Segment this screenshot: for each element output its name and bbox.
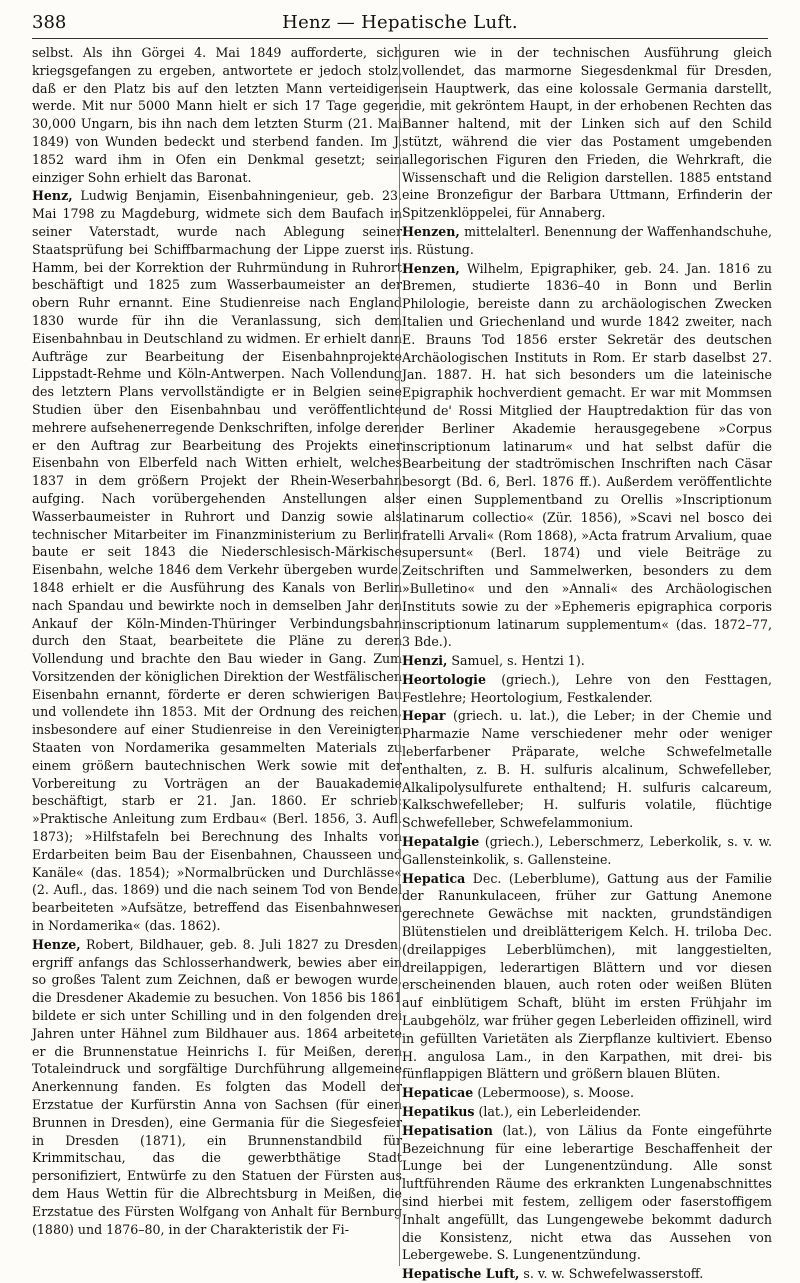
entry-headword: Henzen, bbox=[402, 260, 460, 276]
right-column bbox=[402, 44, 772, 1282]
entry-headword: Henzen, bbox=[402, 223, 460, 239]
entry-text: (lat.), ein Leberleidender. bbox=[474, 1104, 642, 1120]
dictionary-entry bbox=[32, 187, 402, 934]
entry-headword: Heortologie bbox=[402, 671, 486, 687]
dictionary-entry bbox=[402, 1122, 772, 1264]
entry-headword: Hepatikus bbox=[402, 1104, 475, 1120]
entry-text: (griech.), Lehre von den Festtagen, Festlehre; Heortologium, Festkalender. bbox=[402, 671, 772, 705]
entry-text: (griech. u. lat.), die Leber; in der Chemie und Pharmazie Name verschiedener mehr oder weniger leberfarbener Präparate, welche Schwefelmetalle enthalten, z. B. H. sulfuris alcalinum, Schwefelleber, Alkalipolysulfurete enthaltend; H. sulfuris calcareum, Kalkschwefelleber; H. sulfuris volatile, flüchtige Schwefelleber, Schwefelammonium. bbox=[402, 708, 772, 831]
entry-headword: Hepatische Luft, bbox=[402, 1266, 520, 1282]
entry-headword: Henz, bbox=[32, 188, 73, 204]
entry-text: guren wie in der technischen Ausführung gleich vollendet, das marmorne Siegesdenkmal für Dresden, sein Hauptwerk, das eine kolossale Germania darstellt, die, mit gekröntem Haupt, in der erhobenen Rechten das Banner haltend, mit der Linken sich auf den Schild stützt, während die vier das Postament umgebenden allegorischen Figuren den Frieden, die Wehrkraft, die Wissenschaft und die Religion darstellen. 1885 entstand eine Bronzefigur der Barbara Uttmann, Erfinderin der Spitzenklöppelei, für Annaberg. bbox=[402, 45, 772, 221]
dictionary-entry bbox=[32, 936, 402, 1239]
entry-headword: Henzi, bbox=[402, 653, 448, 669]
column-divider bbox=[399, 44, 400, 1266]
entry-headword: Henze, bbox=[32, 936, 81, 952]
entry-text: selbst. Als ihn Görgei 4. Mai 1849 aufforderte, sich kriegsgefangen zu ergeben, antwortete er jedoch stolz, daß er den Platz bis auf den letzten Mann verteidigen werde. Mit nur 5000 Mann hielt er sich 17 Tage gegen 30,000 Ungarn, bis ihn nach dem letzten Sturm (21. Mai 1849) von Wunden bedeckt und sterbend fanden. Im J. 1852 ward ihm in Ofen ein Denkmal gesetzt; sein einziger Sohn erhielt das Baronat. bbox=[32, 45, 402, 185]
entry-text: Samuel, s. Hentzi 1). bbox=[447, 653, 585, 669]
entry-text: Wilhelm, Epigraphiker, geb. 24. Jan. 1816 zu Bremen, studierte 1836–40 in Bonn und Berlin Philologie, bereiste dann zu archäologischen Zwecken Italien und Griechenland und wurde 1842 zweiter, nach E. Brauns Tod 1856 erster Sekretär des deutschen Archäologischen Instituts in Rom. Er starb daselbst 27. Jan. 1887. H. hat sich besonders um die lateinische Epigraphik hochverdient gemacht. Er war mit Mommsen und de' Rossi Mitglied der Hauptredaktion für das von der Berliner Akademie herausgegebene »Corpus inscriptionum latinarum« und hat selbst dafür die Bearbeitung der stadtrömischen Inschriften nach Cäsar besorgt (Bd. 6, Berl. 1876 ff.). Außerdem veröffentlichte er einen Supplementband zu Orellis »Inscriptionum latinarum collectio« (Zür. 1856), »Scavi nel bosco dei fratelli Arvali« (Rom 1868), »Acta fratrum Arvalium, quae supersunt« (Berl. 1874) und viele Beiträge zu Zeitschriften und Sammelwerken, besonders zu dem »Bulletino« und den »Annali« des Archäologischen Instituts sowie zu der »Ephemeris epigraphica corporis inscriptionum latinarum supplementum« (das. 1872–77, 3 Bde.). bbox=[402, 260, 772, 650]
dictionary-entry bbox=[402, 1084, 772, 1102]
entry-headword: Hepatica bbox=[402, 870, 466, 886]
entry-text: (lat.), von Lälius da Fonte eingeführte Bezeichnung für eine leberartige Beschaffenheit der Lunge bei der Lungenentzündung. Alle sonst luftführenden Räume des erkrankten Lungenabschnittes sind hierbei mit festem, zelligem oder faserstoffigem Inhalt angefüllt, das Lungengewebe bekommt dadurch die Konsistenz, nicht etwa das Aussehen von Lebergewebe. S. Lungenentzündung. bbox=[402, 1122, 772, 1263]
running-title: Henz — Hepatische Luft. bbox=[282, 12, 518, 33]
entry-text: Ludwig Benjamin, Eisenbahningenieur, geb. 23. Mai 1798 zu Magdeburg, widmete sich dem Baufach in seiner Vaterstadt, wurde nach Ablegung seiner Staatsprüfung bei Schiffbarmachung der Lippe zuerst in Hamm, bei der Korrektion der Ruhrmündung in Ruhrort beschäftigt und 1825 zum Wasserbaumeister an der obern Ruhr ernannt. Eine Studienreise nach England 1830 wurde für ihn die Veranlassung, sich dem Eisenbahnbau in Deutschland zu widmen. Er erhielt dann Aufträge zur Bearbeitung der Eisenbahnprojekte Lippstadt-Rehme und Köln-Antwerpen. Nach Vollendung des letztern Plans vervollständigte er in Belgien seine Studien über den Eisenbahnbau und veröffentlichte mehrere aufsehenerregende Denkschriften, infolge deren er den Auftrag zur Bearbeitung des Projekts einer Eisenbahn von Elberfeld nach Witten erhielt, welches 1837 in dem größern Projekt der Rhein-Weserbahn aufging. Nach vorübergehenden Anstellungen als Wasserbaumeister in Ruhrort und Danzig sowie als technischer Mitarbeiter im Finanzministerium zu Berlin baute er seit 1843 die Niederschlesisch-Märkische Eisenbahn, welche 1846 dem Verkehr übergeben wurde. 1848 erhielt er die Ausführung des Kanals von Berlin nach Spandau und bewirkte noch in demselben Jahr den Ankauf der Köln-Minden-Thüringer Verbindungsbahn durch den Staat, bearbeitete die Pläne zu deren Vollendung und brachte den Bau wieder in Gang. Zum Vorsitzenden der königlichen Direktion der Westfälischen Eisenbahn ernannt, förderte er deren schwierigen Bau und vollendete ihn 1853. Mit der Ordnung des reichen, insbesondere auf einer Studienreise in den Vereinigten Staaten von Nordamerika gesammelten Materials zu einem größern bautechnischen Werk sowie mit der Vorbereitung zu Vorträgen an der Bauakademie beschäftigt, starb er 21. Jan. 1860. Er schrieb: »Praktische Anleitung zum Erdbau« (Berl. 1856, 3. Aufl. 1873); »Hilfstafeln bei Berechnung des Inhalts von Erdarbeiten beim Bau der Eisenbahnen, Chausseen und Kanäle« (das. 1854); »Normalbrücken und Durchlässe« (2. Aufl., das. 1869) und die nach seinem Tod von Bendel bearbeiteten »Aufsätze, betreffend das Eisenbahnwesen in Nordamerika« (das. 1862). bbox=[32, 188, 402, 934]
entry-headword: Hepar bbox=[402, 708, 446, 724]
dictionary-entry bbox=[402, 260, 772, 652]
entry-text: Robert, Bildhauer, geb. 8. Juli 1827 zu Dresden, ergriff anfangs das Schlosserhandwerk, bewies aber ein so großes Talent zum Zeichnen, daß er bewogen wurde, die Dresdener Akademie zu besuchen. Von 1856 bis 1861 bildete er sich unter Schilling und in den folgenden drei Jahren unter Hähnel zum Bildhauer aus. 1864 arbeitete er die Brunnenstatue Heinrichs I. für Meißen, deren Totaleindruck und sorgfältige Durchführung allgemeine Anerkennung fanden. Es folgten das Modell der Erzstatue der Kurfürstin Anna von Sachsen (für einen Brunnen in Dresden), eine Germania für die Siegesfeier in Dresden (1871), ein Brunnenstandbild für Krimmitschau, das die gewerbthätige Stadt personifiziert, Entwürfe zu den Statuen der Fürsten aus dem Haus Wettin für die Albrechtsburg in Meißen, die Erzstatue des Fürsten Wolfgang von Anhalt für Bernburg (1880) und 1876–80, in der Charakteristik der Fi- bbox=[32, 936, 402, 1237]
entry-headword: Hepatisation bbox=[402, 1122, 493, 1138]
dictionary-entry bbox=[402, 44, 772, 222]
entry-text: mittelalterl. Benennung der Waffenhandschuhe, s. Rüstung. bbox=[402, 223, 772, 257]
dictionary-entry bbox=[402, 652, 772, 670]
entry-text: s. v. w. Schwefelwasserstoff. bbox=[519, 1266, 704, 1282]
dictionary-entry bbox=[402, 833, 772, 869]
entry-headword: Hepatalgie bbox=[402, 834, 480, 850]
entry-text: (griech.), Leberschmerz, Leberkolik, s. v. w. Gallensteinkolik, s. Gallensteine. bbox=[402, 834, 772, 867]
dictionary-entry bbox=[402, 671, 772, 707]
dictionary-entry bbox=[402, 223, 772, 259]
dictionary-entry bbox=[32, 44, 402, 186]
entry-text: (Lebermoose), s. Moose. bbox=[473, 1085, 634, 1101]
left-column bbox=[32, 44, 402, 1266]
entry-headword: Hepaticae bbox=[402, 1085, 474, 1101]
dictionary-entry bbox=[402, 1265, 772, 1283]
page-number: 388 bbox=[32, 12, 67, 33]
dictionary-entry bbox=[402, 1103, 772, 1121]
entry-text: Dec. (Leberblume), Gattung aus der Familie der Ranunkulaceen, früher zur Gattung Anemone gerechnete Gewächse mit nackten, grundständigen Blütenstielen und dreiblätterigem Kelch. H. triloba Dec. (dreilappiges Leberblümchen), mit langgestielten, dreilappigen, lederartigen Blättern und vor diesen erscheinenden blauen, auch roten oder weißen Blüten auf einblütigem Schaft, blüht im ersten Frühjahr im Laubgehölz, war früher gegen Leberleiden offizinell, wird in gefüllten Varietäten als Zierpflanze kultiviert. Ebenso H. angulosa Lam., in den Karpathen, mit drei- bis fünflappigen Blättern und größern blauen Blüten. bbox=[402, 870, 772, 1082]
dictionary-entry bbox=[402, 707, 772, 832]
dictionary-entry bbox=[402, 870, 772, 1084]
page-header bbox=[32, 8, 768, 39]
